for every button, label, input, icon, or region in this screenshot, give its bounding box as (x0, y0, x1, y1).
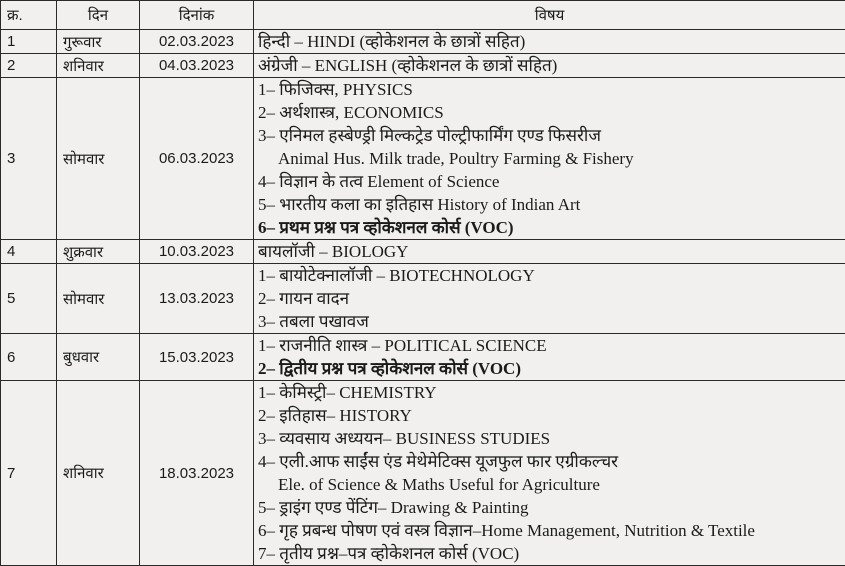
header-date: दिनांक (140, 1, 254, 30)
table-row (1, 54, 845, 78)
subject-cell (254, 240, 845, 264)
serial-cell: 5 (1, 264, 57, 334)
day-cell: शनिवार (57, 54, 140, 78)
serial-cell: 6 (1, 334, 57, 381)
header-row (1, 1, 845, 30)
subject-line: 3– तबला पखावज (258, 310, 845, 333)
subject-line: 2– इतिहास– HISTORY (258, 404, 845, 427)
subject-line: 2– अर्थशास्त्र, ECONOMICS (258, 101, 845, 124)
subject-cell (254, 381, 845, 566)
subject-line: हिन्दी – HINDI (व्होकेशनल के छात्रों सहित) (258, 30, 845, 53)
table-row (1, 240, 845, 264)
subject-line: 4– एली.आफ साईंस एंड मेथेमेटिक्स यूजफुल फार एग्रीकल्चर (258, 450, 845, 473)
date-cell: 13.03.2023 (140, 264, 254, 334)
header-day: दिन (57, 1, 140, 30)
date-cell: 15.03.2023 (140, 334, 254, 381)
date-cell: 18.03.2023 (140, 381, 254, 566)
serial-cell: 4 (1, 240, 57, 264)
date-cell: 04.03.2023 (140, 54, 254, 78)
date-cell: 02.03.2023 (140, 30, 254, 54)
table-row (1, 264, 845, 334)
schedule-body (1, 30, 845, 566)
subject-cell (254, 78, 845, 240)
subject-cell (254, 334, 845, 381)
subject-line: 7– तृतीय प्रश्न–पत्र व्होकेशनल कोर्स (VOC) (258, 542, 845, 565)
subject-line: 5– ड्राइंग एण्ड पेंटिंग– Drawing & Painting (258, 496, 845, 519)
header-subject: विषय (254, 1, 845, 30)
day-cell: गुरूवार (57, 30, 140, 54)
subject-line: 1– केमिस्ट्री– CHEMISTRY (258, 381, 845, 404)
subject-cell (254, 30, 845, 54)
subject-line: 3– एनिमल हस्बेण्ड्री मिल्कट्रेड पोल्ट्रीफार्मिंग एण्ड फिसरीज (258, 124, 845, 147)
header-serial: क्र. (1, 1, 57, 30)
subject-line: बायलॉजी – BIOLOGY (258, 240, 845, 263)
subject-line: 1– राजनीति शास्त्र – POLITICAL SCIENCE (258, 334, 845, 357)
subject-line: Ele. of Science & Maths Useful for Agriculture (258, 473, 845, 496)
subject-line: 6– प्रथम प्रश्न पत्र व्होकेशनल कोर्स (VOC) (258, 216, 845, 239)
subject-cell (254, 264, 845, 334)
serial-cell: 7 (1, 381, 57, 566)
subject-line: 6– गृह प्रबन्ध पोषण एवं वस्त्र विज्ञान–Home Management, Nutrition & Textile (258, 519, 845, 542)
subject-line: 2– गायन वादन (258, 287, 845, 310)
subject-line: 1– फिजिक्स, PHYSICS (258, 78, 845, 101)
serial-cell: 1 (1, 30, 57, 54)
subject-line: 5– भारतीय कला का इतिहास History of Indian Art (258, 193, 845, 216)
day-cell: सोमवार (57, 78, 140, 240)
serial-cell: 3 (1, 78, 57, 240)
subject-line: 2– द्वितीय प्रश्न पत्र व्होकेशनल कोर्स (VOC) (258, 357, 845, 380)
day-cell: शनिवार (57, 381, 140, 566)
date-cell: 10.03.2023 (140, 240, 254, 264)
date-cell: 06.03.2023 (140, 78, 254, 240)
table-row (1, 381, 845, 566)
serial-cell: 2 (1, 54, 57, 78)
day-cell: शुक्रवार (57, 240, 140, 264)
subject-line: अंग्रेजी – ENGLISH (व्होकेशनल के छात्रों सहित) (258, 54, 845, 77)
day-cell: बुधवार (57, 334, 140, 381)
subject-cell (254, 54, 845, 78)
subject-line: 1– बायोटेक्नालॉजी – BIOTECHNOLOGY (258, 264, 845, 287)
table-row (1, 334, 845, 381)
subject-line: 4– विज्ञान के तत्व Element of Science (258, 170, 845, 193)
subject-line: Animal Hus. Milk trade, Poultry Farming & Fishery (258, 147, 845, 170)
day-cell: सोमवार (57, 264, 140, 334)
table-row (1, 30, 845, 54)
subject-line: 3– व्यवसाय अध्ययन– BUSINESS STUDIES (258, 427, 845, 450)
table-row (1, 78, 845, 240)
